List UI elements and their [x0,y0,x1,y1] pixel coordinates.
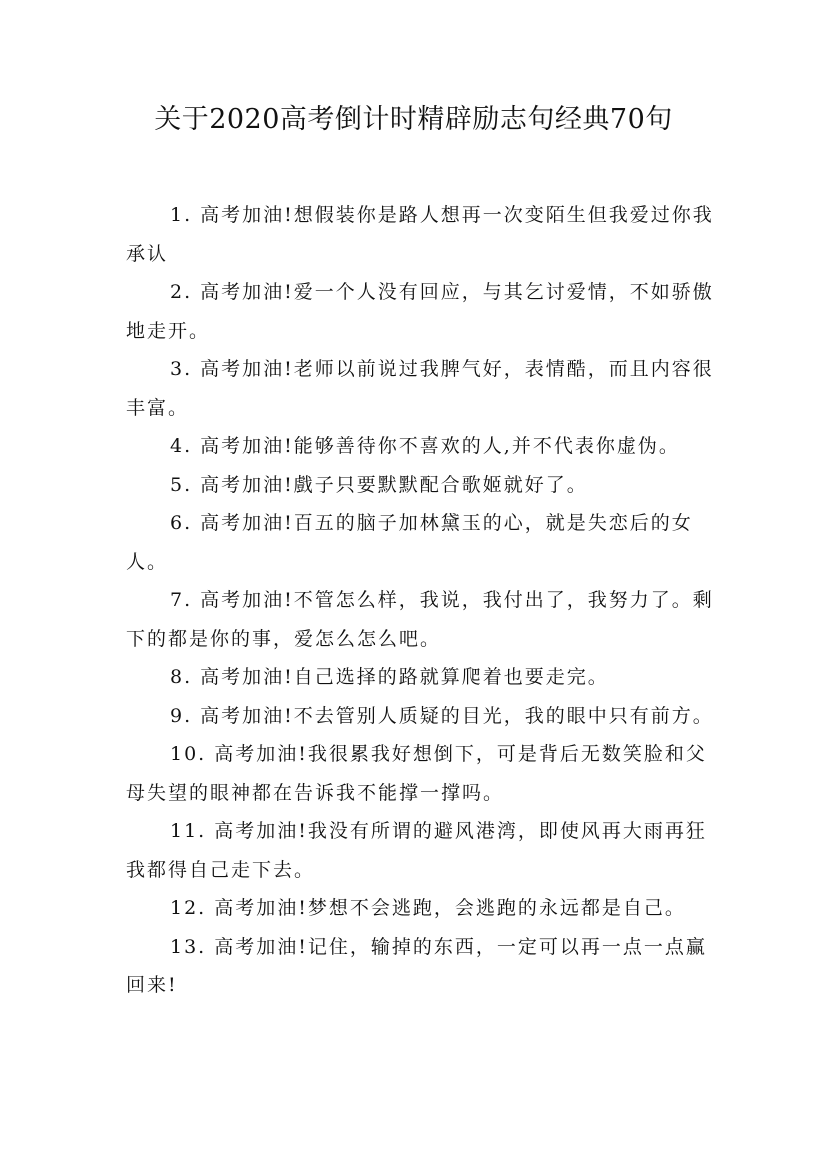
list-item: 10. 高考加油!我很累我好想倒下，可是背后无数笑脸和父母失望的眼神都在告诉我不能撑一撑吗。 [126,743,707,804]
list-item: 1. 高考加油!想假装你是路人想再一次变陌生但我爱过你我承认 [126,204,714,265]
list-item: 11. 高考加油!我没有所谓的避风港湾，即使风再大雨再狂我都得自己走下去。 [126,820,707,881]
list-item: 3. 高考加油!老师以前说过我脾气好，表情酷，而且内容很丰富。 [126,358,714,419]
list-item: 12. 高考加油!梦想不会逃跑，会逃跑的永远都是自己。 [170,897,686,919]
list-item: 7. 高考加油!不管怎么样，我说，我付出了，我努力了。剩下的都是你的事，爱怎么怎么吧。 [126,589,714,650]
list-item: 13. 高考加油!记住，输掉的东西，一定可以再一点一点赢回来! [126,935,707,996]
quote-list [126,196,716,1005]
list-item: 9. 高考加油!不去管别人质疑的目光，我的眼中只有前方。 [170,704,714,727]
document-title: 关于2020高考倒计时精辟励志句经典70句 [154,104,673,135]
list-item: 8. 高考加油!自己选择的路就算爬着也要走完。 [170,666,609,688]
list-item: 2. 高考加油!爱一个人没有回应，与其乞讨爱情，不如骄傲地走开。 [126,281,714,342]
list-item: 4. 高考加油!能够善待你不喜欢的人,并不代表你虚伪。 [170,435,680,457]
list-item: 5. 高考加油!戲子只要默默配合歌姬就好了。 [170,473,588,496]
list-item: 6. 高考加油!百五的脑子加林黛玉的心，就是失恋后的女人。 [126,512,693,573]
